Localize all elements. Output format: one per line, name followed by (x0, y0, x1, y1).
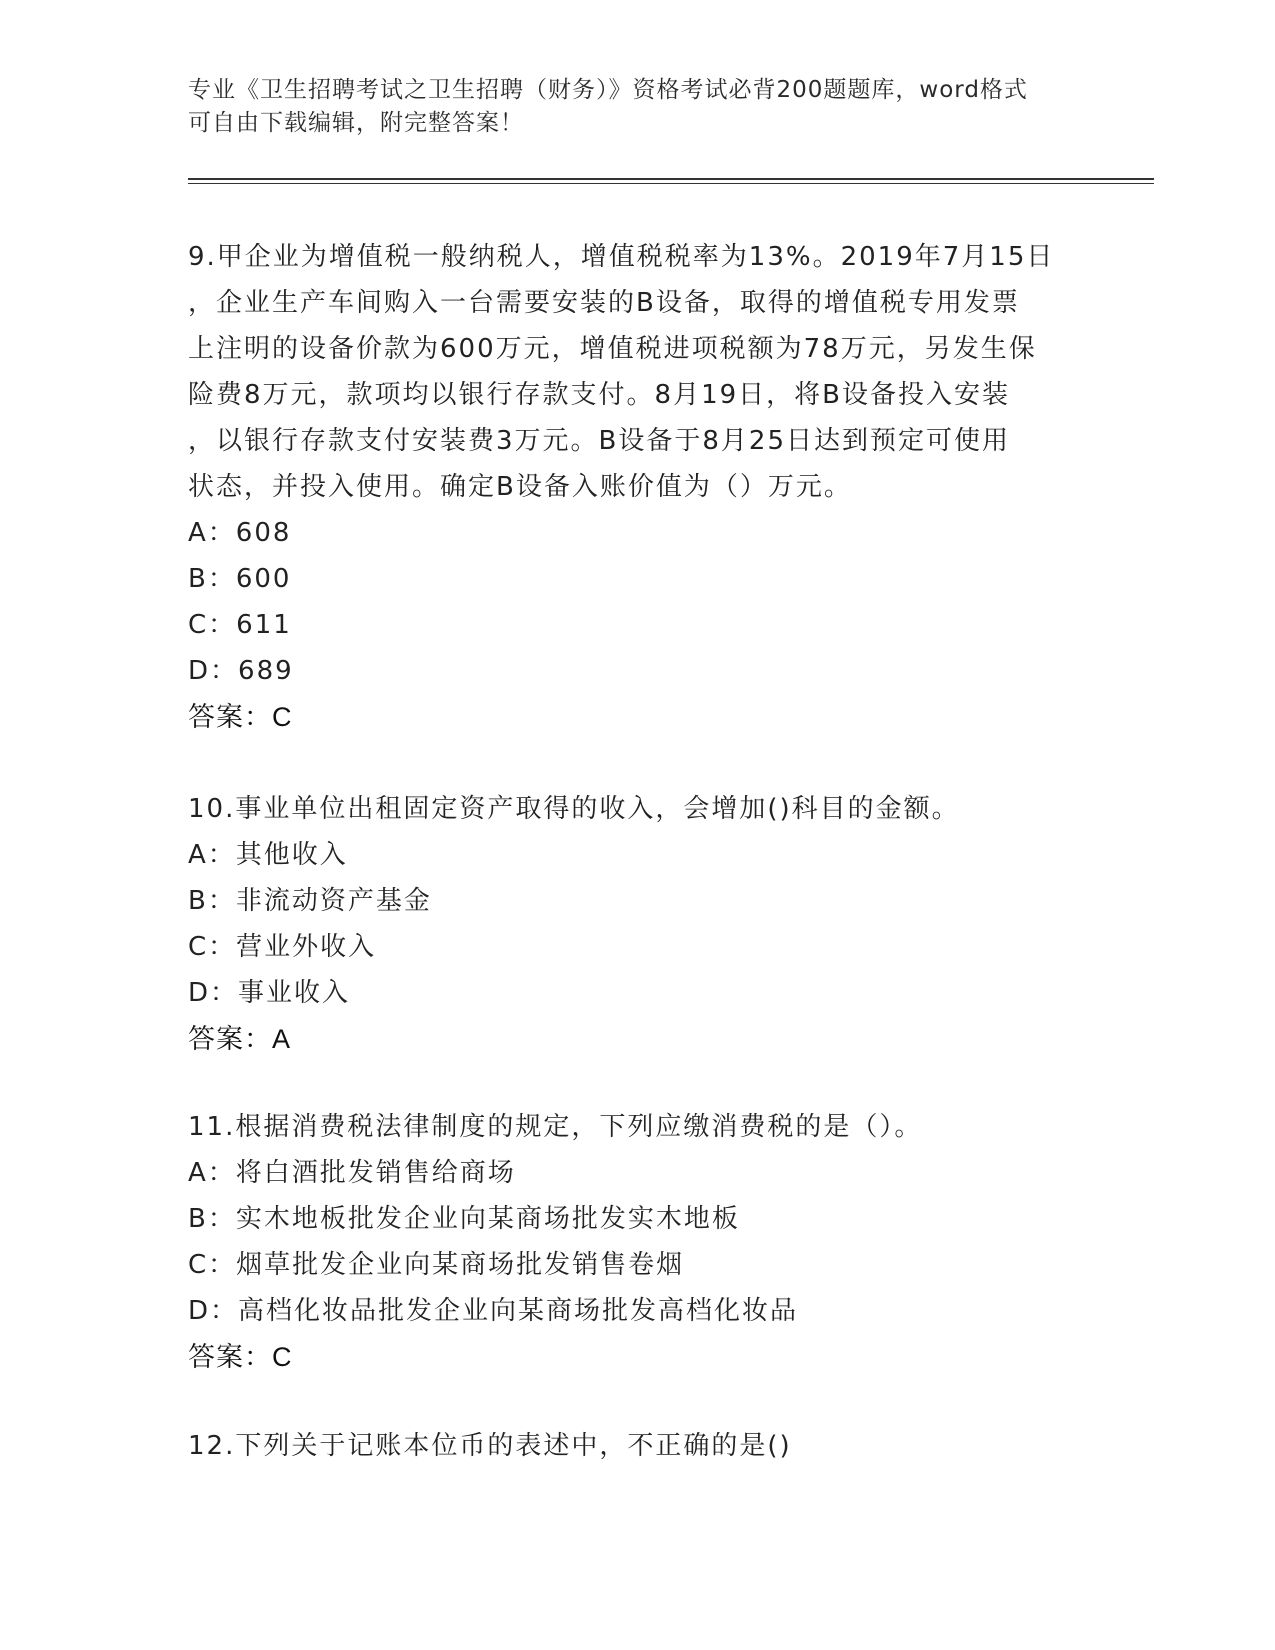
option-b: B：实木地板批发企业向某商场批发实木地板 (188, 1204, 740, 1234)
option-a: A：将白酒批发销售给商场 (188, 1158, 516, 1188)
option-d: D：事业收入 (188, 978, 351, 1008)
option-d: D：高档化妆品批发企业向某商场批发高档化妆品 (188, 1296, 799, 1326)
question-text-line: 10.事业单位出租固定资产取得的收入，会增加()科目的金额。 (188, 794, 960, 824)
header-line-2: 可自由下载编辑，附完整答案！ (188, 110, 524, 136)
question-text-line: 9.甲企业为增值税一般纳税人，增值税税率为13%。2019年7月15日 (188, 242, 1055, 272)
header-divider-thick (188, 178, 1154, 180)
option-d: D：689 (188, 656, 294, 686)
answer-line: 答案：A (188, 1024, 292, 1054)
question-11 (188, 1104, 1088, 1380)
option-c: C：611 (188, 610, 292, 640)
question-12 (188, 1423, 1088, 1469)
option-c: C：烟草批发企业向某商场批发销售卷烟 (188, 1250, 685, 1280)
question-text-line: ，以银行存款支付安装费3万元。B设备于8月25日达到预定可使用 (188, 426, 1011, 456)
question-text-line: 险费8万元，款项均以银行存款支付。8月19日，将B设备投入安装 (188, 380, 1011, 410)
header-divider-thin (188, 183, 1154, 184)
question-text-line: 上注明的设备价款为600万元，增值税进项税额为78万元，另发生保 (188, 334, 1037, 364)
answer-line: 答案：C (188, 1342, 293, 1372)
question-text-line: 11.根据消费税法律制度的规定，下列应缴消费税的是（）。 (188, 1112, 923, 1142)
question-text-line: 状态，并投入使用。确定B设备入账价值为（）万元。 (188, 472, 852, 502)
answer-line: 答案：C (188, 702, 293, 732)
option-a: A：608 (188, 518, 292, 548)
question-9 (188, 234, 1088, 740)
option-c: C：营业外收入 (188, 932, 377, 962)
question-text-line: 12.下列关于记账本位币的表述中，不正确的是() (188, 1431, 792, 1461)
question-text-line: ，企业生产车间购入一台需要安装的B设备，取得的增值税专用发票 (188, 288, 1020, 318)
option-a: A：其他收入 (188, 840, 348, 870)
option-b: B：600 (188, 564, 292, 594)
header-line-1: 专业《卫生招聘考试之卫生招聘（财务）》资格考试必背200题题库，word格式 (188, 77, 1028, 103)
document-header (188, 74, 1068, 140)
question-10 (188, 786, 1088, 1062)
option-b: B：非流动资产基金 (188, 886, 432, 916)
